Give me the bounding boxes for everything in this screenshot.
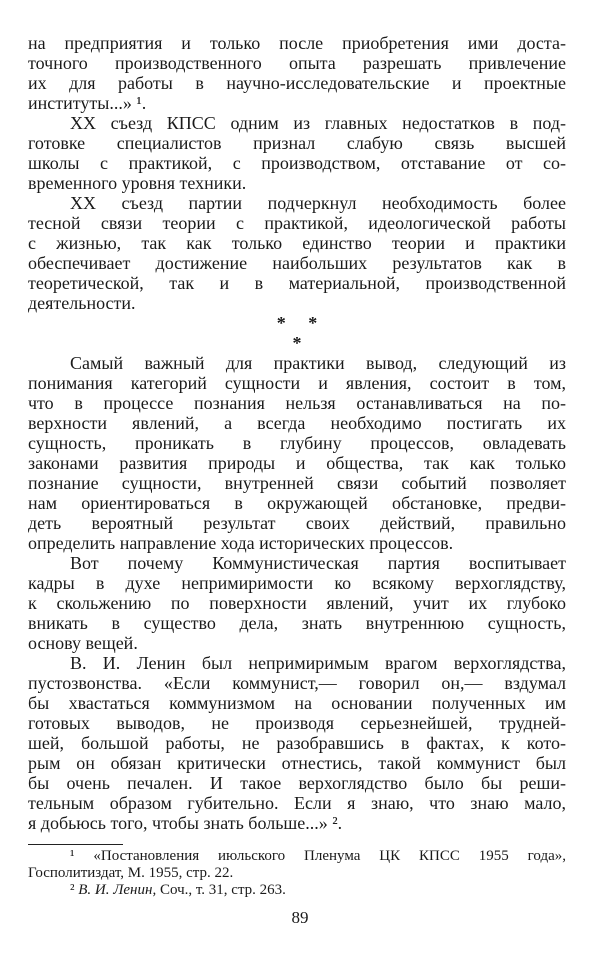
text-line: готовых выводов, не производя серьезнейшей, трудней-	[28, 713, 566, 733]
footnote-2-mark: ²	[70, 882, 75, 898]
page-body-text	[28, 33, 566, 833]
text-line: тесной связи теории с практикой, идеологической работы	[28, 213, 566, 233]
text-line: готовке специалистов признал слабую связь высшей	[28, 133, 566, 153]
text-line: законами развития природы и общества, так как только	[28, 453, 566, 473]
text-line: определить направление хода исторических процессов.	[28, 533, 454, 553]
text-line: вникать в существо дела, знать внутреннюю сущность,	[28, 613, 566, 633]
text-line: временного уровня техники.	[28, 173, 247, 193]
text-line: тельным образом губительно. Если я знаю, что знаю мало,	[28, 793, 566, 813]
text-line: основу вещей.	[28, 633, 138, 653]
footnote-2-author: В. И. Ленин,	[78, 882, 157, 898]
text-line: верхности явлений, а всегда необходимо постигать их	[28, 413, 566, 433]
text-line: XX съезд партии подчеркнул необходимость более	[70, 193, 566, 213]
text-line: к скольжению по поверхности явлений, учит их глубоко	[28, 593, 566, 613]
text-line: институты...» ¹.	[28, 93, 147, 113]
text-line: с жизнью, так как только единство теории и практики	[28, 233, 566, 253]
footnote-1-line-2: Госполитиздат, М. 1955, стр. 22.	[28, 865, 234, 881]
text-line: В. И. Ленин был непримиримым врагом верхоглядства,	[70, 653, 566, 673]
text-line: на предприятия и только после приобретения ими доста-	[28, 33, 566, 53]
text-line: я добьюсь того, чтобы знать больше...» ².	[28, 813, 343, 833]
page-number: 89	[291, 908, 309, 927]
text-line: обеспечивает достижение наибольших результатов как в	[28, 253, 566, 273]
text-line: точного производственного опыта разрешать привлечение	[28, 53, 566, 73]
text-line: деть вероятный результат своих действий, правильно	[28, 513, 566, 533]
text-line: рым он обязан критически отнестись, такой коммунист был	[28, 753, 566, 773]
text-line: их для работы в научно-исследовательские и проектные	[28, 73, 566, 93]
footnote-divider	[28, 844, 123, 845]
text-line: что в процессе познания нельзя останавливаться на по-	[28, 393, 566, 413]
text-line: нам ориентироваться в окружающей обстановке, предви-	[28, 493, 566, 513]
text-line: пустозвонства. «Если коммунист,— говорил он,— вздумал	[28, 673, 566, 693]
text-line: теоретической, так и в материальной, производственной	[28, 273, 566, 293]
section-separator-star: *	[292, 333, 302, 353]
section-separator-stars: * *	[276, 313, 318, 333]
text-line: шей, большой работы, не разобравшись в фактах, к кото-	[28, 733, 566, 753]
text-line: школы с практикой, с производством, отставание от со-	[28, 153, 566, 173]
footnotes	[28, 848, 566, 899]
text-line: деятельности.	[28, 293, 136, 313]
text-line: XX съезд КПСС одним из главных недостатков в под-	[70, 113, 566, 133]
footnote-2-source: Соч., т. 31, стр. 263.	[159, 882, 286, 898]
text-line: бы очень печален. И такое верхоглядство было бы реши-	[28, 773, 566, 793]
footnote-2	[28, 882, 566, 899]
footnote-1-line-1: ¹ «Постановления июльского Пленума ЦК КПСС 1955 года»,	[70, 848, 566, 864]
text-line: Вот почему Коммунистическая партия воспитывает	[70, 553, 566, 573]
text-line: Самый важный для практики вывод, следующий из	[70, 353, 566, 373]
text-line: кадры в духе непримиримости ко всякому верхоглядству,	[28, 573, 566, 593]
text-line: сущность, проникать в глубину процессов, овладевать	[28, 433, 566, 453]
text-line: бы хвастаться коммунизмом на основании полученных им	[28, 693, 566, 713]
text-line: понимания категорий сущности и явления, состоит в том,	[28, 373, 566, 393]
text-line: познание сущности, внутренней связи событий позволяет	[28, 473, 566, 493]
